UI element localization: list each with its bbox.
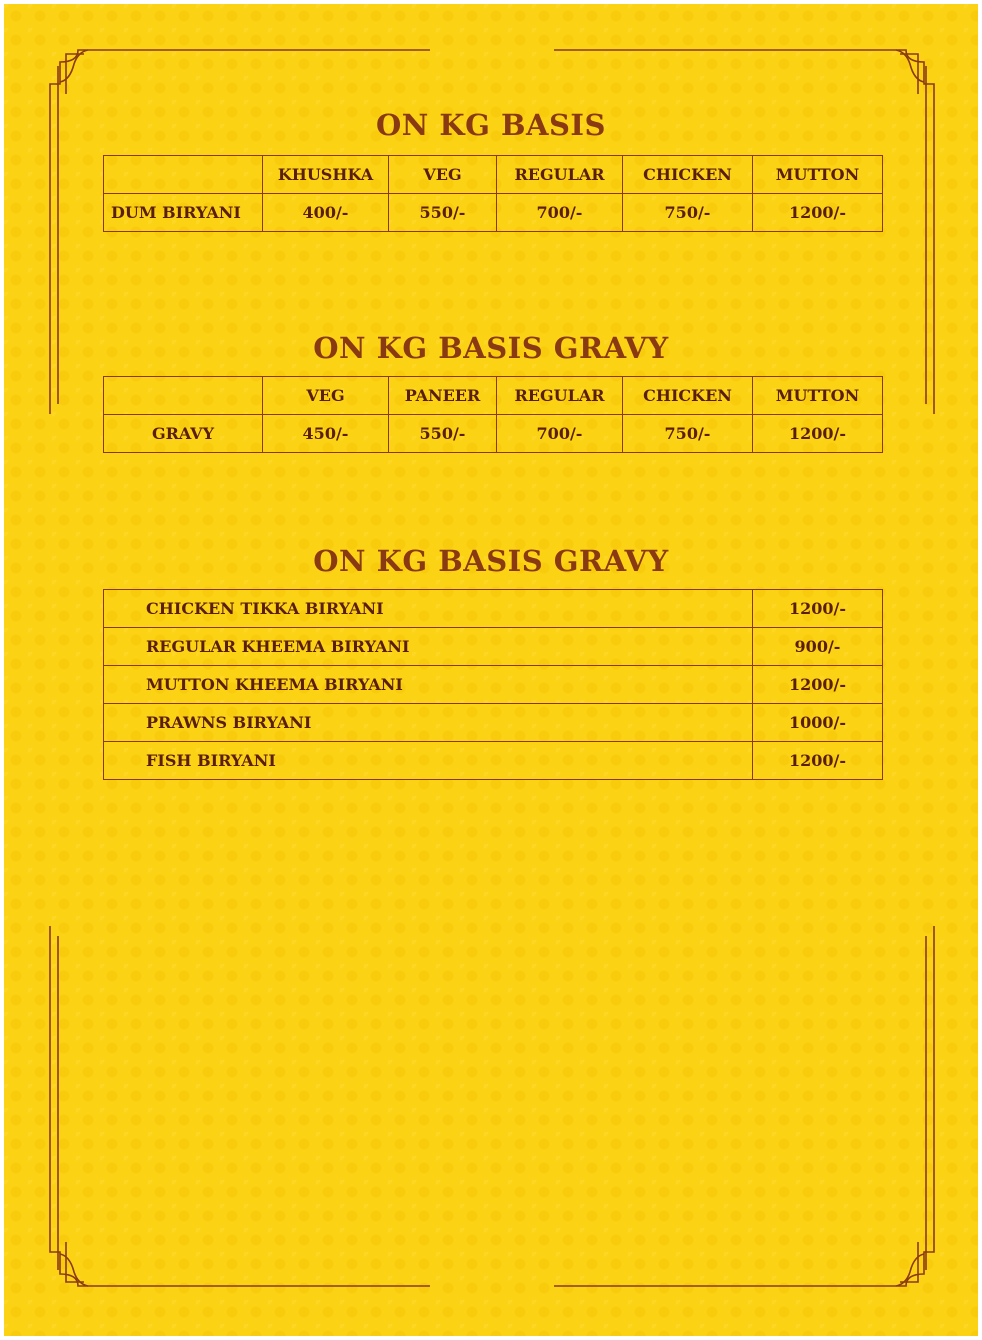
- price-cell: 750/-: [623, 194, 753, 232]
- header-cell: CHICKEN: [623, 377, 753, 415]
- header-cell: REGULAR: [497, 377, 623, 415]
- row-label: DUM BIRYANI: [104, 194, 263, 232]
- price-cell: 550/-: [389, 415, 497, 453]
- row-label: GRAVY: [104, 415, 263, 453]
- price-cell: 1200/-: [753, 666, 883, 704]
- header-cell: PANEER: [389, 377, 497, 415]
- item-name: REGULAR KHEEMA BIRYANI: [104, 628, 753, 666]
- header-cell: VEG: [389, 156, 497, 194]
- price-cell: 700/-: [497, 194, 623, 232]
- item-name: FISH BIRYANI: [104, 742, 753, 780]
- table-row: [104, 415, 883, 453]
- table-row: [104, 628, 883, 666]
- price-cell: 400/-: [263, 194, 389, 232]
- price-cell: 750/-: [623, 415, 753, 453]
- price-cell: 1200/-: [753, 590, 883, 628]
- item-name: PRAWNS BIRYANI: [104, 704, 753, 742]
- price-cell: 1200/-: [753, 742, 883, 780]
- section-heading: ON KG BASIS GRAVY: [313, 544, 669, 578]
- table-row: [104, 742, 883, 780]
- header-cell: [104, 156, 263, 194]
- table-header-row: [104, 156, 883, 194]
- kg-basis-table: [103, 155, 883, 232]
- header-cell: REGULAR: [497, 156, 623, 194]
- section-heading: ON KG BASIS GRAVY: [313, 331, 669, 365]
- header-cell: [104, 377, 263, 415]
- specials-table: [103, 589, 883, 780]
- table-row: [104, 590, 883, 628]
- price-cell: 1000/-: [753, 704, 883, 742]
- kg-basis-gravy-table: [103, 376, 883, 453]
- header-cell: KHUSHKA: [263, 156, 389, 194]
- table-row: [104, 194, 883, 232]
- price-cell: 700/-: [497, 415, 623, 453]
- item-name: CHICKEN TIKKA BIRYANI: [104, 590, 753, 628]
- price-cell: 1200/-: [753, 415, 883, 453]
- price-cell: 900/-: [753, 628, 883, 666]
- price-cell: 450/-: [263, 415, 389, 453]
- header-cell: MUTTON: [753, 156, 883, 194]
- header-cell: MUTTON: [753, 377, 883, 415]
- price-cell: 1200/-: [753, 194, 883, 232]
- table-header-row: [104, 377, 883, 415]
- header-cell: VEG: [263, 377, 389, 415]
- item-name: MUTTON KHEEMA BIRYANI: [104, 666, 753, 704]
- header-cell: CHICKEN: [623, 156, 753, 194]
- section-heading: ON KG BASIS: [376, 108, 606, 142]
- table-row: [104, 704, 883, 742]
- price-cell: 550/-: [389, 194, 497, 232]
- table-row: [104, 666, 883, 704]
- menu-page: [4, 4, 978, 1336]
